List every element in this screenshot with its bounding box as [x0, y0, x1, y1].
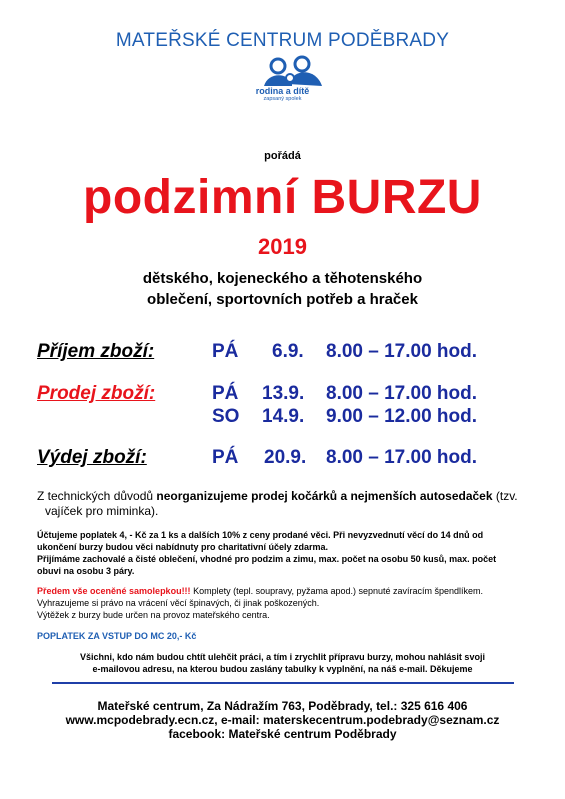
return-day: PÁ — [212, 447, 239, 468]
receipt-label: Příjem zboží: — [37, 341, 155, 362]
footer-facebook: facebook: Mateřské centrum Poděbrady — [168, 727, 397, 741]
technical-note-bold: neorganizujeme prodej kočárků a nejmenších autosedaček — [156, 489, 493, 503]
subtitle-line-2: oblečení, sportovních potřeb a hraček — [147, 291, 418, 308]
footer-web-email: www.mcpodebrady.ecn.cz, e-mail: materskecentrum.podebrady@seznam.cz — [65, 713, 500, 727]
technical-note-start: Z technických důvodů — [37, 489, 157, 503]
label-note — [37, 585, 547, 621]
receipt-date: 6.9. — [272, 341, 304, 362]
receipt-day: PÁ — [212, 341, 239, 362]
help-line-1: Všichni, kdo nám budou chtít ulehčit práci, a tím i zrychlit přípravu burzy, mohou nahlásit svoji — [80, 652, 485, 662]
sale-time-1: 8.00 – 17.00 hod. — [326, 383, 478, 404]
proceeds-line: Výtěžek z burzy bude určen na provoz mateřského centra. — [37, 610, 270, 620]
entry-fee: POPLATEK ZA VSTUP DO MC 20,- Kč — [37, 631, 197, 641]
footer — [0, 699, 565, 741]
sale-date-2: 14.9. — [262, 406, 305, 427]
org-title: MATEŘSKÉ CENTRUM PODĚBRADY — [115, 30, 450, 51]
sale-day-1: PÁ — [212, 383, 239, 404]
headline: podzimní BURZU — [83, 171, 482, 224]
reserve-line: Vyhrazujeme si právo na vrácení věcí špinavých, či jinak poškozených. — [37, 598, 320, 608]
event-year: 2019 — [258, 234, 307, 259]
technical-note — [37, 489, 537, 519]
organizes-label: pořádá — [264, 150, 301, 162]
help-note — [0, 651, 565, 675]
footer-address: Mateřské centrum, Za Nádražím 763, Poděbrady, tel.: 325 616 406 — [97, 699, 468, 713]
fee-line-2: ukončení burzy budou věci nabídnuty pro charitativní účely zdarma. — [37, 542, 329, 552]
return-date: 20.9. — [264, 447, 307, 468]
logo-subtitle: zapsaný spolek — [263, 96, 302, 102]
accept-line-1: Přijímáme zachovalé a čisté oblečení, vhodné pro podzim a zimu, max. počet na osobu 50 kusů, max. počet — [37, 554, 497, 564]
accept-line-2: obuvi na osobu 3 páry. — [37, 566, 135, 576]
subtitle-line-1: dětského, kojeneckého a těhotenského — [142, 270, 423, 287]
sale-date-1: 13.9. — [262, 383, 305, 404]
technical-note-paren: (tzv. — [492, 489, 518, 503]
receipt-time: 8.00 – 17.00 hod. — [326, 341, 478, 362]
footer-divider — [52, 682, 514, 684]
sale-label: Prodej zboží: — [37, 383, 156, 404]
sale-time-2: 9.00 – 12.00 hod. — [326, 406, 478, 427]
price-label-rest: Komplety (tepl. soupravy, pyžama apod.) sepnuté zavíracím špendlíkem. — [190, 586, 484, 596]
logo-name: rodina a dítě — [255, 86, 310, 96]
technical-note-end: vajíček pro miminka). — [45, 504, 159, 518]
price-label-warning: Předem vše oceněné samolepkou!!! — [37, 586, 191, 596]
fee-note — [37, 529, 537, 577]
return-label: Výdej zboží: — [37, 447, 147, 468]
help-line-2: e-mailovou adresu, na kterou budou zaslány tabulky k vyplnění, na náš e-mail. Děkujeme — [92, 664, 473, 674]
return-time: 8.00 – 17.00 hod. — [326, 447, 478, 468]
fee-line-1: Účtujeme poplatek 4, - Kč za 1 ks a dalších 10% z ceny prodané věci. Při nevyzvednutí věcí do 14 dnů od — [37, 530, 484, 540]
sale-day-2: SO — [212, 406, 240, 427]
